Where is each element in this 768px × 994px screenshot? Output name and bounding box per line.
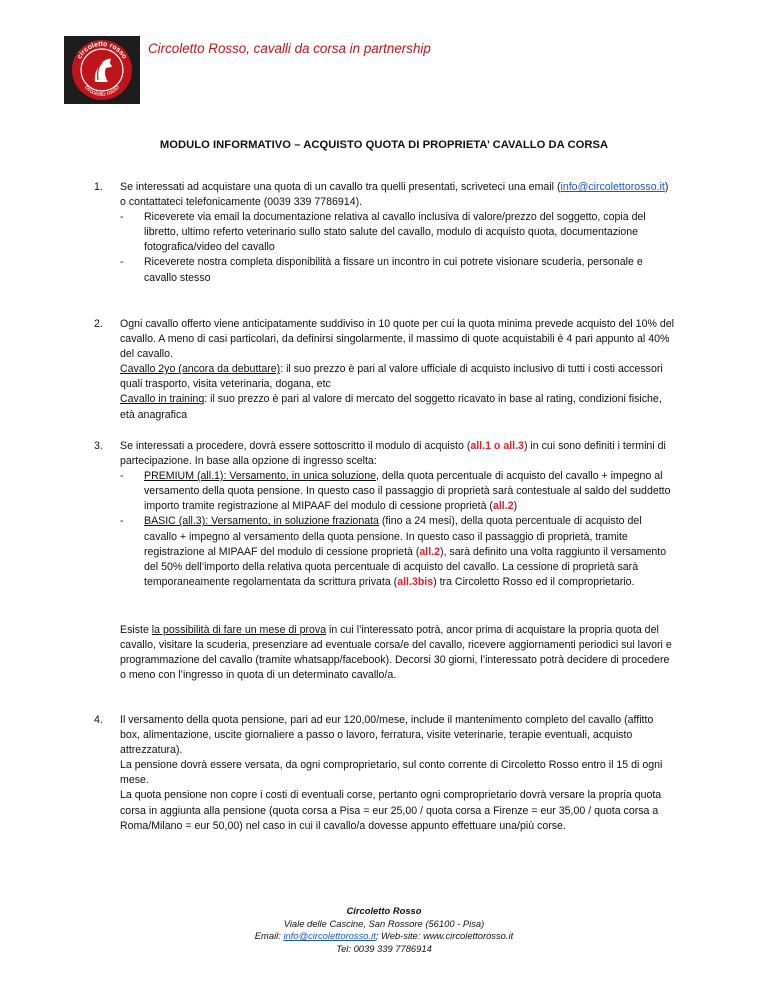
text-span: : il suo prezzo è pari al valore ufficiale di acquisto inclusivo di tutti i costi accessori quali trasporto, visita veterinaria, dogana, etc xyxy=(120,363,663,391)
text-span: Esiste xyxy=(120,624,152,636)
brand-tagline: , cavalli da corsa in partnership xyxy=(246,41,431,56)
text-span: Se interessati ad acquistare una quota di un cavallo tra quelli presentati, scriveteci una email ( xyxy=(120,181,561,193)
text-span: ) tra Circoletto Rosso ed il comproprietario. xyxy=(433,575,635,588)
text-span: : il suo prezzo è pari al valore di mercato del soggetto ricavato in base al rating, condizioni fisiche, età anagrafica xyxy=(120,393,662,421)
brand-name: Circoletto Rosso xyxy=(148,41,247,56)
item-2-intro: Ogni cavallo offerto viene anticipatamente suddiviso in 10 quote per cui la quota minima prevede acquisto del 10% del cavallo. A meno di casi particolari, da definirsi singolarmente, il massimo di quote acquistabili è 4 pari appunto al 40% del cavallo. xyxy=(120,318,674,361)
item-3-intro xyxy=(120,439,674,469)
dash-bullet: - xyxy=(120,515,124,528)
sub-item xyxy=(120,255,674,285)
dash-bullet: - xyxy=(120,256,124,269)
logo-text-top: circoletto rosso xyxy=(76,40,128,61)
sub-item-text: Riceverete via email la documentazione relativa al cavallo inclusiva di valore/prezzo del soggetto, copia del libretto, ultimo referto veterinario sullo stato salute del cavallo, modulo di acquisto quota, documentazione fotografica/video del cavallo xyxy=(144,211,646,254)
footer-email-link[interactable]: info@circolettorosso.it xyxy=(283,930,376,942)
footer-phone: Tel: 0039 339 7786914 xyxy=(336,942,432,954)
red-reference: all.2 xyxy=(492,500,514,513)
red-reference: all.3bis xyxy=(397,575,434,588)
item-2-training xyxy=(120,392,674,422)
text-span: ) in cui sono definiti i termini di partecipazione. In base alla opzione di ingresso scelta: xyxy=(120,440,666,468)
list-item-4 xyxy=(94,713,674,834)
logo-text-bottom: circoletto rosso xyxy=(82,84,122,99)
footer-name: Circoletto Rosso xyxy=(346,905,422,916)
text-span: in cui l’interessato potrà, ancor prima di acquistare la propria quota del cavallo, visitare la scuderia, presenziare ad eventuale corsa/e del cavallo, ricevere aggiornamenti periodici sui lavori e programmazione del cavallo (tramite whatsapp/facebook). Decorsi 30 giorni, l’interessato potrà decidere di procedere o meno con l’ingresso in quota di un determinato cavallo/a. xyxy=(120,624,672,682)
text-span: , della quota percentuale di acquisto del cavallo + impegno al versamento della quota pensione. In questo caso il passaggio di proprietà sarà contestuale al saldo del suddetto importo tramite registrazione al MIPAAF del modulo di cessione proprietà ( xyxy=(144,470,671,513)
sub-item-premium xyxy=(120,469,674,514)
red-reference: all.1 o all.3 xyxy=(470,440,524,452)
red-reference: all.2 xyxy=(419,545,440,558)
item-number: 3. xyxy=(94,440,103,452)
brand-logo-icon xyxy=(64,36,140,104)
text-span: ) o contattateci telefonicamente (0039 339 7786914). xyxy=(120,181,669,209)
dash-bullet: - xyxy=(120,211,124,224)
item-4-p3: La quota pensione non copre i costi di eventuali corse, pertanto ogni comproprietario dovrà versare la propria quota corsa in aggiunta alla pensione (quota corsa a Pisa = eur 25,00 / quota corsa a Firenze = eur 35,00 / quota corsa a Roma/Milano = eur 50,00) nel caso in cui il cavallo/a dovesse appunto effettuare una/più corse. xyxy=(120,789,662,832)
item-1-intro xyxy=(120,180,674,210)
item-number: 2. xyxy=(94,318,103,330)
footer-address: Viale delle Cascine, San Rossore (56100 - Pisa) xyxy=(283,917,485,929)
underlined-label: Cavallo in training xyxy=(120,393,205,406)
sub-item-text: Riceverete nostra completa disponibilità a fissare un incontro in cui potrete visionare scuderia, personale e cavallo stesso xyxy=(144,256,643,284)
underlined-label: Cavallo 2yo (ancora da debuttare) xyxy=(120,363,281,376)
text-span: ) xyxy=(513,500,518,513)
text-span: Email: xyxy=(254,930,284,942)
list-item-1 xyxy=(94,180,674,286)
list-item-2 xyxy=(94,317,674,423)
text-span: (fino a 24 mesi), della quota percentuale di acquisto del cavallo + impegno al versamento della quota pensione. In questo caso il passaggio di proprietà, tramite registrazione al MIPAAF del modulo di cessione proprietà ( xyxy=(144,515,642,558)
text-span: Se interessati a procedere, dovrà essere sottoscritto il modulo di acquisto ( xyxy=(120,440,471,452)
underlined-label: PREMIUM (all.1): Versamento, in unica soluzione xyxy=(144,470,376,483)
trial-month-note xyxy=(120,623,676,683)
footer-website: ; Web-site: www.circolettorosso.it xyxy=(375,930,514,942)
sub-item-basic xyxy=(120,514,674,589)
text-span: ), sarà definito una volta raggiunto il versamento del 50% dell’importo della relativa quota percentuale di acquisto del cavallo. La cessione di proprietà sarà temporaneamente regolamentata da scrittura privata ( xyxy=(144,545,667,588)
list-item-3 xyxy=(94,439,674,590)
item-4-p2: La pensione dovrà essere versata, da ogni comproprietario, sul conto corrente di Circoletto Rosso entro il 15 di ogni mese. xyxy=(120,759,663,787)
page-footer xyxy=(0,905,768,955)
email-link[interactable]: info@circolettorosso.it xyxy=(560,181,665,193)
dash-bullet: - xyxy=(120,470,124,483)
sub-item xyxy=(120,210,674,255)
item-2-2yo xyxy=(120,362,674,392)
underlined-label: la possibilità di fare un mese di prova xyxy=(151,624,327,636)
item-number: 1. xyxy=(94,181,103,193)
brand-header xyxy=(148,41,431,56)
item-number: 4. xyxy=(94,714,103,726)
footer-contacts xyxy=(0,930,768,943)
document-title: MODULO INFORMATIVO – ACQUISTO QUOTA DI PROPRIETA’ CAVALLO DA CORSA xyxy=(159,139,609,151)
underlined-label: BASIC (all.3): Versamento, in soluzione frazionata xyxy=(144,515,379,528)
item-4-p1: Il versamento della quota pensione, pari ad eur 120,00/mese, include il mantenimento completo del cavallo (affitto box, alimentazione, uscite giornaliere a passo o lavoro, ferratura, visite veterinarie, terapie eventuali, acquisto attrezzatura). xyxy=(120,714,654,757)
